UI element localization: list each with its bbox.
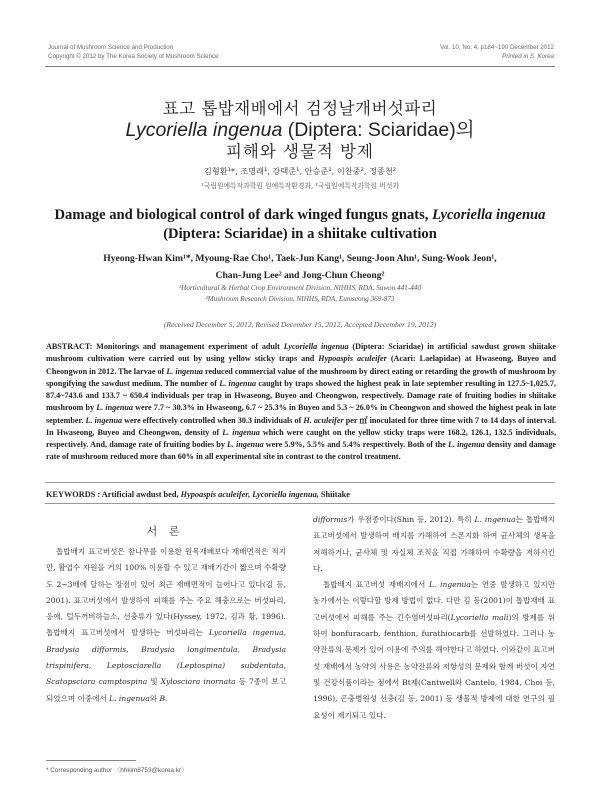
affiliation-1: ¹Horticultural & Herbal Crop Environment Division, NIHHS, RDA, Suwon 441-440 (179, 284, 421, 292)
english-authors (40, 250, 560, 284)
korean-title-line-2: Lycoriella ingenua (Diptera: Sciaridae)의 (125, 119, 475, 141)
korean-title-species: Lycoriella ingenua (125, 119, 283, 141)
header-divider (45, 66, 555, 67)
keywords-label: KEYWORDS : (46, 490, 102, 499)
printed-line: Printed in S. Korea (502, 53, 554, 60)
korean-title-line-1: 표고 톱밥재배에서 검정날개버섯파리 (162, 99, 438, 118)
english-authors-line-1: Hyeong-Hwan Kim¹*, Myoung-Rae Cho¹, Taek-Jun Kang¹, Seung-Joon Ahn¹, Sung-Wook Jeon¹, (103, 253, 497, 264)
intro-left-column: 톱밥배지 표고버섯은 참나무를 이용한 원목재배보다 재배면적은 적지만, 활엽수 자원을 거의 100% 이용할 수 있고 재배기간이 짧으며 수확량도 2~3배에 달하는 장점이 있어 최근 재배면적이 늘어나고 있다(김 등, 2001). 표고버섯에서 발생하여 피해를 주는 주요 해충으로는 버섯파리, 응애, 털두꺼비하늘소, 선충류가 있다(Hyssey, 1972, 김과 황, 1996). 톱밥배지 표고버섯에서 발생하는 버섯파리는 Lycoriella ingenua, Bradysia difformis, Bradysia longimentula, Bradysia trispinifera, Leptosciarella (Leptospina) subdentata, Scatopsciara camptospina 및 Xylosciara inornata 등 7종이 보고되었으며 이중에서 L. ingenua와 B. (46, 547, 287, 703)
korean-authors: 김형환¹*, 조명래¹, 강택준¹, 안승준¹, 이찬중², 정종천² (203, 166, 397, 176)
intro-right-column (313, 512, 555, 724)
volume-line: Vol. 10, No. 4, p184~190 December 2012 (439, 44, 554, 51)
english-affiliations (40, 283, 560, 305)
abstract-label: ABSTRACT: (46, 342, 97, 351)
keywords: KEYWORDS : Artificial awdust bed, Hypoaspis aculeifer, Lycoriella ingenua, Shiitake (46, 490, 350, 499)
section-heading-introduction: 서 론 (146, 525, 184, 538)
journal-header (48, 43, 328, 61)
footnote-divider (46, 760, 136, 761)
issue-info (354, 43, 554, 61)
abstract: ABSTRACT: Monitorings and management experiment of adult Lycoriella ingenua (Diptera: Sciaridae) in artificial sawdust grown shiitake mushroom cultivation were carried out by using yellow sticky traps and Hypoaspis aculeifer (Acari: Laelapidae) at Hwaseong, Buyeo and Cheongwon in 2012. The larvae of L. ingenua reduced commercial value of the mushroom by direct eating or retarding the growth of mushroom by spongifying the sawdust medium. The number of L. ingenua caught by traps showed the highest peak in late september resulting in 127.5~1,025.7, 87.4~743.6 and 133.7 ~ 650.4 individuals per trap in Hwaseong, Buyeo and Cheongwon, respectively. Damage rate of fruiting bodies in shiitake mushroom by L. ingenua were 7.7 ~ 30.3% in Hwaseong, 6.7 ~ 25.3% in Buyeo and 5.3 ~ 26.0% in Cheongwon and showed the highest peak in late september. L. ingenua were effectively controlled when 30.3 individuals of H. aculeifer per ㎡ inoculated for three time with 7 to 14 days of interval. In Hwaseong, Buyeo and Cheongwon, density of L. ingenua which were caught on the yellow sticky traps were 168.2, 126.1, 132.5 individuals, respectively. And, damage rate of fruiting bodies by L. ingenua were 5.9%, 5.5% and 5.4% respectively. Both of the L. ingenua density and damage rate of mushroom reduced more than 60% in all experimental site in contrast to the control treatment. (46, 342, 557, 462)
corresponding-author-footnote: * Corresponding author 〈hhkim8753@korea.kr〉 (46, 767, 188, 774)
intro-paragraph-continued: difformis가 우점종이다(Shin 등, 2012). 특히 L. ingenua는 톱밥배지 표고버섯에서 발생하여 배지를 가해하여 스폰지화 하여 균사체의 생육을 저해하거나, 균사체 및 자실체 조직을 직접 가해하여 수확량을 저하시킨다. (313, 515, 555, 573)
korean-title-line-3: 피해와 생물적 방제 (225, 142, 374, 161)
abstract-divider (45, 482, 555, 483)
journal-name: Journal of Mushroom Science and Production (48, 44, 174, 51)
english-authors-line-2: Chan-Jung Lee² and Jong-Chun Cheong² (215, 270, 385, 281)
copyright-line: Copyright © 2012 by The Korea Society of Mushroom Science (48, 53, 219, 60)
received-dates: (Received December 5, 2012, Revised December 15, 2012, Accepted December 19, 2012) (163, 320, 437, 329)
korean-affiliations: ¹국립원예특작과학원 원예특작환경과, ²국립원예특작과학원 버섯과 (201, 182, 399, 190)
english-title: Damage and biological control of dark winged fungus gnats, Lycoriella ingenua (Diptera: Sciaridae) in a shiitake cultivation (54, 207, 546, 242)
intro-paragraph-2: 톱밥배지 표고버섯 재배지에서 L. ingenua는 연중 발생하고 있지만 농가에서는 이렇다할 방제 방법이 없다. 다만 김 등(2001)이 톱밥재배 표고버섯에서 피해를 주는 긴수염버섯파리(Lycoriella mali)의 방제를 위하여 bonfuracarb, fenthion, furathiocarb를 선발하였다. 그러나 농약잔류의 문제가 있어 이용에 주의를 해야한다고 하였다. 이와같이 표고버섯 재배에서 농약의 사용은 농약잔류와 저항성의 문제와 함께 버섯이 자연 및 건강식품이라는 점에서 Bt제(Cantwell와 Cantelo, 1984, Choi 등, 1996), 곤충병원성 선충(김 등, 2001) 등 생물적 방제에 대한 연구의 필요성이 제기되고 있다. (313, 580, 556, 720)
affiliation-2: ²Mushroom Research Division, NIHHS, RDA, Eumseong 369-873 (205, 295, 395, 303)
keywords-divider (45, 503, 555, 504)
english-title-species: Lycoriella ingenua (432, 207, 546, 223)
